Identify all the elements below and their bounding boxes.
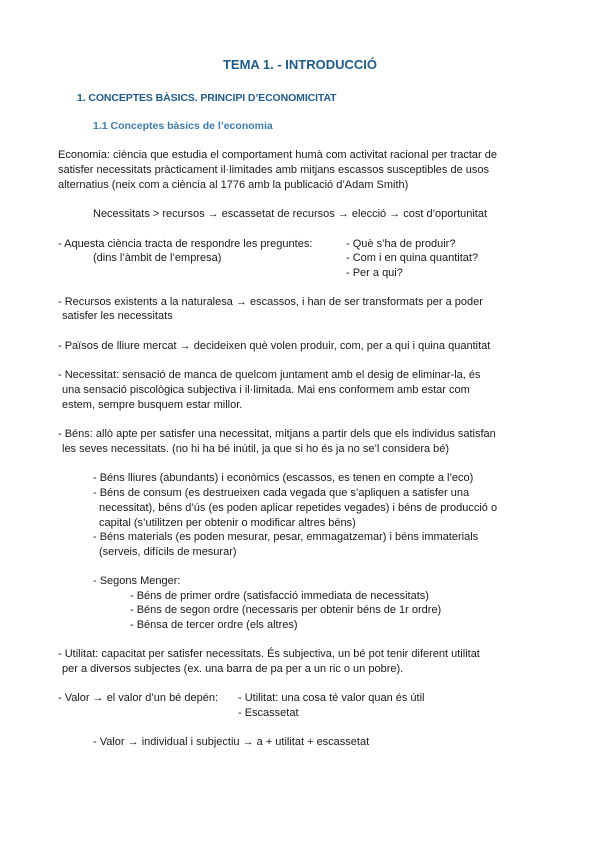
bens-type-2c: capital (s’utilitzen per obtenir o modificar altres béns) xyxy=(99,517,356,529)
necessitat-line-1: - Necessitat: sensació de manca de quelcom juntament amb el desig de eliminar-la, és xyxy=(58,369,481,381)
valor-utilitat: - Utilitat: una cosa té valor quan és útil xyxy=(238,692,425,704)
necessitat-line-2: una sensació piscològica subjectiva i il·limitada. Mai ens conformem amb estar com xyxy=(62,384,470,396)
bens-type-3b: (serveis, difícils de mesurar) xyxy=(99,546,237,558)
necessitat-line-3: estem, sempre busquem estar millor. xyxy=(62,399,243,411)
intro-line-1: Economia: ciència que estudia el comportament humà com activitat racional per tractar de xyxy=(58,149,497,161)
valor-formula: - Valor → individual i subjectiu → a + utilitat + escassetat xyxy=(93,736,370,748)
utilitat-line-2: per a diversos subjectes (ex. una barra de pa per a un ric o un pobre). xyxy=(62,663,404,675)
page-title: TEMA 1. - INTRODUCCIÓ xyxy=(222,57,378,72)
question-1: - Què s’ha de produir? xyxy=(346,238,456,250)
concept-chain: Necessitats > recursos → escassetat de recursos → elecció → cost d’oportunitat xyxy=(93,208,488,220)
bens-type-3a: - Béns materials (es poden mesurar, pesar, emmagatzemar) i béns immaterials xyxy=(93,531,479,543)
bens-line-1: - Béns: allò apte per satisfer una necessitat, mitjans a partir dels que els individus satisfan xyxy=(58,428,496,440)
recursos-line-1: - Recursos existents a la naturalesa → escassos, i han de ser transformats per a poder xyxy=(58,296,483,308)
valor-escassetat: - Escassetat xyxy=(238,707,299,719)
bens-type-2a: - Béns de consum (es destrueixen cada vegada que s’apliquen a satisfer una xyxy=(93,487,470,499)
valor-intro: - Valor → el valor d’un bé depén: xyxy=(58,692,218,704)
menger-label: - Segons Menger: xyxy=(93,575,181,587)
menger-item-2: - Béns de segon ordre (necessaris per obtenir béns de 1r ordre) xyxy=(130,604,442,616)
intro-line-2: satisfer necessitats pràcticament il·limitades amb mitjans escassos susceptibles de usos xyxy=(58,164,490,176)
question-3: - Per a qui? xyxy=(346,267,403,279)
bens-type-1: - Béns lliures (abundants) i econòmics (escassos, es tenen en compte a l’eco) xyxy=(93,472,474,484)
menger-item-1: - Béns de primer ordre (satisfacció immediata de necessitats) xyxy=(130,590,429,602)
questions-intro: - Aquesta ciència tracta de respondre les preguntes: xyxy=(58,238,313,250)
menger-item-3: - Bénsa de tercer ordre (els altres) xyxy=(130,619,298,631)
recursos-line-2: satisfer les necessitats xyxy=(62,310,173,322)
section-heading: 1. CONCEPTES BÀSICS. PRINCIPI D’ECONOMICITAT xyxy=(77,92,337,104)
subsection-heading: 1.1 Conceptes bàsics de l’economia xyxy=(93,120,273,132)
paisos-line: - Països de lliure mercat → decideixen què volen produir, com, per a qui i quina quantitat xyxy=(58,340,491,352)
utilitat-line-1: - Utilitat: capacitat per satisfer necessitats. És subjectiva, un bé pot tenir diferent utilitat xyxy=(58,648,480,660)
intro-line-3: alternatius (neix com a ciència al 1776 amb la publicació d’Adam Smith) xyxy=(58,179,409,191)
bens-line-2: les seves necessitats. (no hi ha bé inútil, ja que si ho és ja no se’l considera bé) xyxy=(62,443,450,455)
bens-type-2b: necessitat), béns d’ús (es poden aplicar repetides vegades) i béns de producció o xyxy=(99,502,498,514)
questions-scope: (dins l’àmbit de l’empresa) xyxy=(93,252,222,264)
question-2: - Com i en quina quantitat? xyxy=(346,252,479,264)
